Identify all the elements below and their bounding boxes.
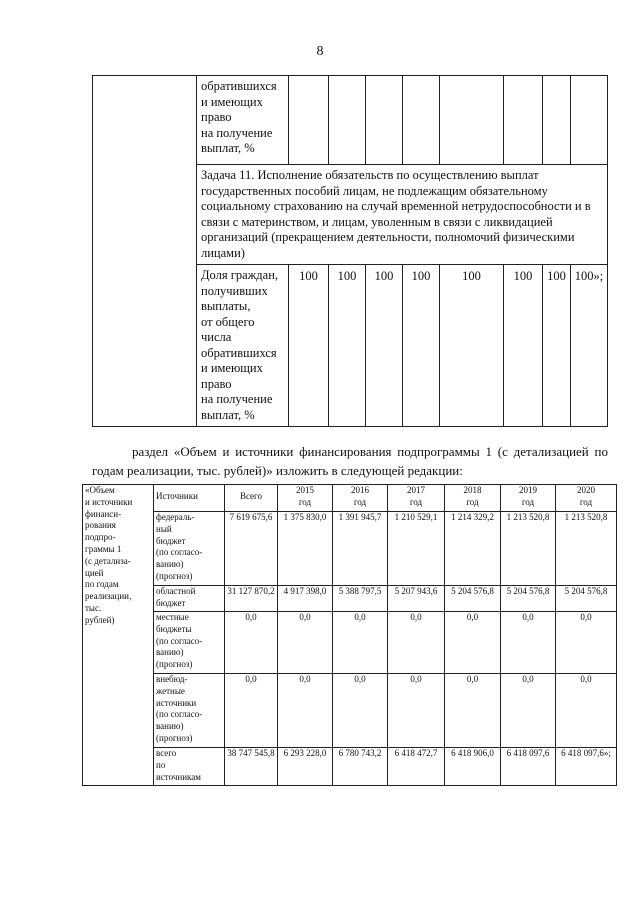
value-cell: 1 210 529,1 <box>388 512 445 586</box>
value-cell: 100»; <box>571 265 608 427</box>
value-cell <box>329 76 366 165</box>
value-cell: 0,0 <box>278 612 333 674</box>
text-line: получивших <box>201 283 268 298</box>
total-cell: 38 747 545,8 <box>225 748 278 786</box>
text-line: и имеющих <box>201 361 263 375</box>
year-label: 2015 <box>296 485 314 495</box>
header-year <box>445 485 501 512</box>
value-cell <box>571 76 608 165</box>
paragraph <box>92 442 608 480</box>
text-line: обратившихся <box>201 345 277 360</box>
year-label: 2019 <box>519 485 537 495</box>
text-line: выплат, % <box>201 407 255 422</box>
text-line: федераль- <box>156 512 195 522</box>
value-cell: 0,0 <box>278 674 333 748</box>
text-line: ванию) <box>156 721 184 732</box>
indicator-cell <box>197 265 289 427</box>
value-cell: 100 <box>329 265 366 427</box>
text-line: реализации, <box>85 591 132 602</box>
text-line: внебюд- <box>156 674 188 684</box>
text-line: финанси- <box>85 508 122 519</box>
text-line: тыс. <box>85 602 102 613</box>
text-line: (с детализа- <box>85 555 131 566</box>
header-year <box>501 485 556 512</box>
table-row <box>83 586 617 612</box>
task-11-text: Задача 11. Исполнение обязательств по осуществлению выплат государственных пособий лицам, не подлежащим обязательному социальному страхованию на случай временной нетрудоспособности и в связи с материнством, и лицам, уволенным в связи с ликвидацией организаций (прекращением деятельности, полномочий физическими лицами) <box>197 165 608 265</box>
value-cell: 0,0 <box>501 612 556 674</box>
value-cell: 6 293 228,0 <box>278 748 333 786</box>
value-cell: 6 418 097,6»; <box>556 748 617 786</box>
value-cell: 0,0 <box>333 612 388 674</box>
text-line: подпро- <box>85 532 116 543</box>
value-cell: 100 <box>289 265 329 427</box>
empty-cell <box>93 76 197 427</box>
text-line: областной <box>156 586 196 596</box>
value-cell <box>504 76 543 165</box>
text-line: выплат, % <box>201 141 255 155</box>
text-line: «Объем <box>85 485 115 495</box>
value-cell: 6 418 906,0 <box>445 748 501 786</box>
text-line: и имеющих <box>201 94 263 109</box>
page-number: 8 <box>316 44 324 59</box>
year-unit: год <box>521 496 535 507</box>
total-cell: 0,0 <box>225 674 278 748</box>
total-cell: 0,0 <box>225 612 278 674</box>
year-label: 2017 <box>407 485 425 495</box>
text-line: бюджет <box>156 597 186 608</box>
year-unit: год <box>353 496 367 507</box>
value-cell: 0,0 <box>556 612 617 674</box>
table-row <box>83 612 617 674</box>
financing-table <box>82 484 617 786</box>
value-cell: 5 207 943,6 <box>388 586 445 612</box>
value-cell: 0,0 <box>445 674 501 748</box>
value-cell <box>289 76 329 165</box>
value-cell: 100 <box>366 265 403 427</box>
header-year <box>388 485 445 512</box>
text-line: (по согласо- <box>156 547 203 558</box>
text-line: (по согласо- <box>156 635 203 646</box>
text-line: выплаты, <box>201 299 251 313</box>
source-cell <box>154 586 225 612</box>
year-label: 2020 <box>577 485 595 495</box>
text-line: право <box>201 376 232 391</box>
value-cell <box>543 76 571 165</box>
value-cell: 0,0 <box>501 674 556 748</box>
header-sources: Источники <box>154 485 225 512</box>
value-cell: 1 391 945,7 <box>333 512 388 586</box>
value-cell: 5 204 576,8 <box>556 586 617 612</box>
value-cell: 0,0 <box>333 674 388 748</box>
header-row <box>83 485 617 512</box>
value-cell: 100 <box>504 265 543 427</box>
text-line: источникам <box>156 771 201 782</box>
text-line: (прогноз) <box>156 732 193 743</box>
value-cell: 1 375 830,0 <box>278 512 333 586</box>
value-cell: 5 388 797,5 <box>333 586 388 612</box>
text-line: бюджеты <box>156 623 192 634</box>
table-row <box>83 748 617 786</box>
text-line: местные <box>156 612 189 622</box>
value-cell: 6 780 743,2 <box>333 748 388 786</box>
subprogram-label-cell <box>83 485 154 786</box>
source-cell <box>154 512 225 586</box>
year-unit: год <box>409 496 423 507</box>
year-unit: год <box>579 496 593 507</box>
header-year <box>278 485 333 512</box>
value-cell <box>440 76 504 165</box>
year-unit: год <box>466 496 479 507</box>
text-line: ванию) <box>156 559 184 570</box>
value-cell: 1 213 520,8 <box>501 512 556 586</box>
text-line: жетные <box>156 685 185 696</box>
text-line: (прогноз) <box>156 659 193 670</box>
value-cell: 5 204 576,8 <box>445 586 501 612</box>
table-row <box>93 76 608 165</box>
value-cell: 4 917 398,0 <box>278 586 333 612</box>
value-cell: 100 <box>403 265 440 427</box>
indicator-cell-continued <box>197 76 289 165</box>
text-line: Доля граждан, <box>201 268 279 282</box>
value-cell: 0,0 <box>388 612 445 674</box>
value-cell: 6 418 472,7 <box>388 748 445 786</box>
text-line: обратившихся <box>201 79 277 93</box>
text-line: по <box>156 759 166 770</box>
paragraph-text: раздел «Объем и источники финансирования подпрограммы 1 (с детализацией по годам реализации, тыс. рублей)» изложить в следующей редакции: <box>92 444 608 478</box>
text-line: на получение <box>201 125 273 140</box>
text-line: право <box>201 110 232 124</box>
value-cell: 1 214 329,2 <box>445 512 501 586</box>
year-unit: год <box>298 496 312 507</box>
year-label: 2016 <box>351 485 369 495</box>
text-line: рования <box>85 520 116 531</box>
text-line: (по согласо- <box>156 709 203 720</box>
text-line: и источники <box>85 496 133 507</box>
value-cell: 0,0 <box>556 674 617 748</box>
text-line: рублей) <box>85 614 115 625</box>
text-line: от общего <box>201 314 255 329</box>
header-year <box>556 485 617 512</box>
source-cell <box>154 748 225 786</box>
text-line: источники <box>156 697 197 708</box>
source-cell <box>154 612 225 674</box>
value-cell: 100 <box>440 265 504 427</box>
source-cell <box>154 674 225 748</box>
value-cell: 0,0 <box>445 612 501 674</box>
header-year <box>333 485 388 512</box>
text-line: (прогноз) <box>156 570 193 581</box>
text-line: ный <box>156 523 172 534</box>
value-cell: 0,0 <box>388 674 445 748</box>
text-line: на получение <box>201 392 273 406</box>
text-line: бюджет <box>156 535 186 546</box>
value-cell: 6 418 097,6 <box>501 748 556 786</box>
text-line: по годам <box>85 579 119 590</box>
value-cell <box>366 76 403 165</box>
header-total: Всего <box>225 485 278 512</box>
total-cell: 7 619 675,6 <box>225 512 278 586</box>
value-cell: 100 <box>543 265 571 427</box>
value-cell: 5 204 576,8 <box>501 586 556 612</box>
table-row <box>83 512 617 586</box>
value-cell <box>403 76 440 165</box>
text-line: граммы 1 <box>85 543 122 554</box>
value-cell: 1 213 520,8 <box>556 512 617 586</box>
text-line: числа <box>201 330 232 344</box>
indicators-table <box>92 75 608 427</box>
text-line: всего <box>156 748 177 758</box>
total-cell: 31 127 870,2 <box>225 586 278 612</box>
text-line: ванию) <box>156 647 184 658</box>
table-row <box>83 674 617 748</box>
year-label: 2018 <box>463 485 482 495</box>
text-line: цией <box>85 567 104 578</box>
